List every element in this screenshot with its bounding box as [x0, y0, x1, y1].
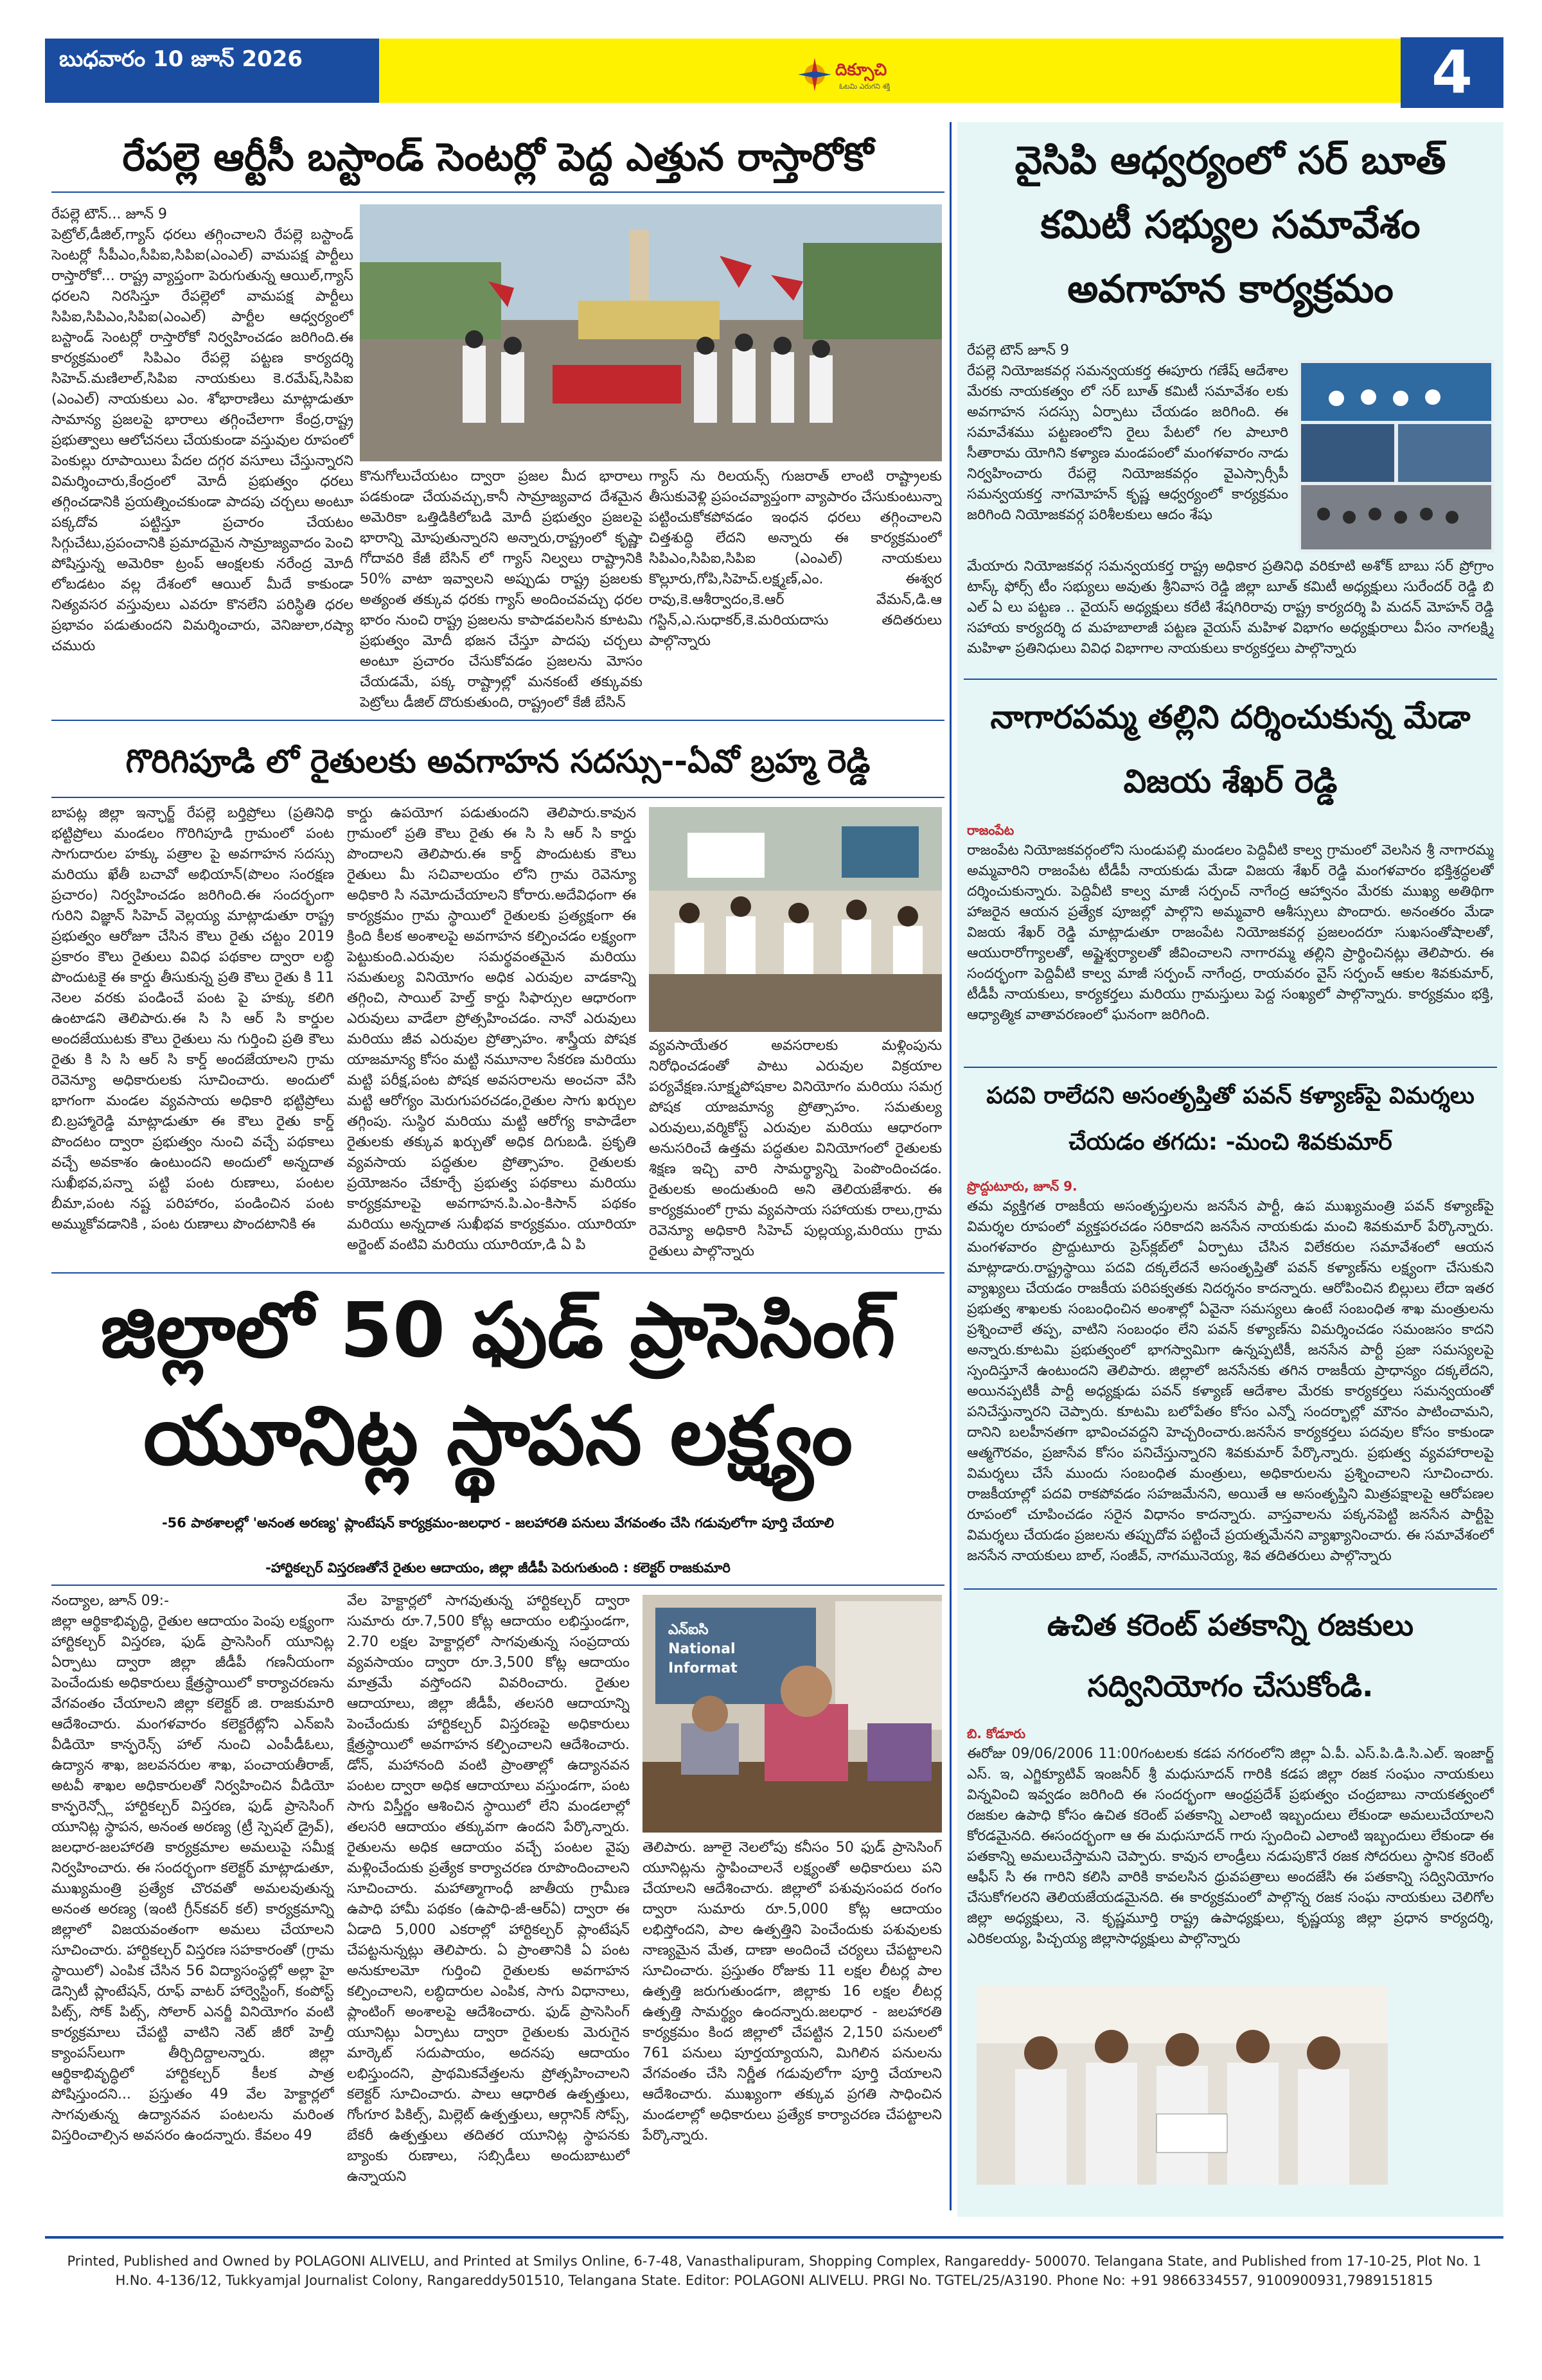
story3-dateline: నంద్యాల, జూన్ 09:- — [51, 1593, 170, 1609]
story3-text-1: జిల్లా ఆర్థికాభివృద్ధి, రైతుల ఆదాయం పెంపు లక్ష్యంగా హార్టికల్చర్ విస్తరణ, ఫుడ్ ప్రాసెసింగ్ యూనిట్ల ఏర్పాటు ద్వారా జిల్లా జీడీపీ గణనీయంగా పెంచేందుకు అధికారులు క్షేత్రస్థాయిలో కార్యాచరణను వేగవంతం చేయాలని జిల్లా కలెక్టర్ జి. రాజకుమారి ఆదేశించారు. మంగళవారం కలెక్టరేట్లోని ఎన్ఐసి వీడియో కాన్ఫరెన్స్ హాల్ నుంచి ఎంపీడీఓలు, ఉద్యాన శాఖ, జలవనరుల శాఖ, పంచాయతీరాజ్, అటవీ శాఖల అధికారులతో నిర్వహించిన వీడియో కాన్ఫరెన్స్లో హార్టికల్చర్ విస్తరణ, ఫుడ్ ప్రాసెసింగ్ యూనిట్ల స్థాపన, అనంత అరణ్య (ట్రీ స్పెషల్ డ్రైవ్), జలధార-జలహారతి కార్యక్రమాల అమలుపై సమీక్ష నిర్వహించారు. ఈ సందర్భంగా కలెక్టర్ మాట్లాడుతూ, ముఖ్యమంత్రి ప్రత్యేక చొరవతో అమలవుతున్న అనంత అరణ్య (ఇంటి గ్రీన్‌కవర్ కల్) కార్యక్రమాన్ని జిల్లాలో విజయవంతంగా అమలు చేయాలని సూచించారు. హార్టికల్చర్ విస్తరణ సహకారంతో (గ్రామ స్థాయిలో) ఎంపిక చేసిన 56 విద్యాసంస్థల్లో అల్లా హై డెన్సిటీ ప్లాంటేషన్, రూఫ్ వాటర్ హార్వెస్టింగ్, కంపోస్ట్ పిట్స్, సోక్ పిట్స్, సోలార్ ఎనర్జీ వినియోగం వంటి కార్యక్రమాలు చేపట్టి వాటిని నెట్ జీరో హెల్తీ క్యాంపస్‌లుగా తీర్చిదిద్దాలన్నారు. జిల్లా ఆర్థికాభివృద్ధిలో హార్టికల్చర్ కీలక పాత్ర పోషిస్తుందని... ప్రస్తుతం 49 వేల హెక్టార్లలో సాగవుతున్న ఉద్యానవన పంటలను మరింత విస్తరించాల్సిన అవసరం ఉందన్నారు. కేవలం 49 — [51, 1613, 334, 2144]
story2-column-3 — [649, 1036, 942, 1266]
story4-text-2: మేయారు నియోజకవర్గ సమన్వయకర్త రాష్ట్ర అధికార ప్రతినిధి వరికూటి అశోక్ బాబు సర్ ప్రోగ్రాం టాస్క్ ఫోర్స్ టీం సభ్యులు అవుతు శ్రీనివాస రెడ్డి జిల్లా బూత్ కమిటీ అధ్యక్షులు సురేందర్ రెడ్డి బి ఎల్ ఏ లు పట్టణ .. వైయస్ అధ్యక్షులు కరేటి శేషగిరిరావు రాష్ట్ర కార్యదర్శి పి మదన్ మోహన్ రెడ్డి సహాయ కార్యదర్శి ద మహబాలాజీ పట్టణ వైయస్ మహిళ విభాగం అధ్యక్షురాలు వీసం నాగలక్ష్మి మహిళా ప్రతినిధులు వివిధ విభాగాల నాయకులు కార్యకర్తలు పాల్గొన్నారు — [967, 558, 1494, 657]
photo-sign-line3: Informat — [668, 1660, 738, 1676]
story2-text-3: వ్యవసాయేతర అవసరాలకు మళ్లింపును నిరోధించడంతో పాటు ఎరువుల విక్రయాల పర్యవేక్షణ.సూక్ష్మపోషకాల వినియోగం మరియు సమగ్ర పోషక యాజమాన్య ప్రోత్సాహం. సమతుల్య ఎరువులు,వర్మికోస్ట్ ఎరువుల మరియు ఆధారంగా అనుసరించే ఉత్తమ పద్ధతుల వినియోగంలో రైతులకు శిక్షణ ఇచ్చి వారి సామర్థ్యాన్ని పెంపొందించడం. రైతులకు అందుతుంది అని తెలియజేశారు. ఈ కార్యక్రమంలో గ్రామ వ్యవసాయ సహాయకు రాలు,గ్రామ రెవెన్యూ అధికారి సిహెచ్ పుల్లయ్య,మరియు గ్రామ రైతులు పాల్గొన్నారు — [649, 1038, 942, 1259]
story3-rule — [51, 1585, 944, 1586]
story4-headline: వైసిపి ఆధ్వర్యంలో సర్ బూత్ కమిటీ సభ్యుల సమావేశం అవగాహన కార్యక్రమం — [1015, 138, 1446, 312]
story5-column — [967, 820, 1494, 1064]
story6-text: తమ వ్యక్తిగత రాజకీయ అసంతృప్తులను జనసేన పార్టీ, ఉప ముఖ్యమంత్రి పవన్ కళ్యాణ్‌పై విమర్శల రూపంలో వ్యక్తపరచడం సరికాదని జనసేన నాయకుడు మంచి శివకుమార్ పేర్కొన్నారు. మంగళవారం ప్రొద్దుటూరు ప్రెస్‌క్లబ్‌లో ఏర్పాటు చేసిన విలేకరుల సమావేశంలో ఆయన మాట్లాడారు.రాష్ట్రస్థాయి పదవి దక్కలేదనే అసంతృప్తితో పవన్ కళ్యాణ్‌ను లక్ష్యంగా చేసుకుని వ్యాఖ్యలు చేయడం రాజకీయ పరిపక్వతకు నిదర్శనం కాదన్నారు. ఆరోపించిన బిల్లులు లేదా ఇతర ప్రభుత్వ శాఖలకు సంబంధించిన అంశాల్లో ఏవైనా సమస్యలు ఉంటే సంబంధిత శాఖ మంత్రులను ప్రశ్నించాలే తప్ప, వాటిని సంబంధం లేని పవన్ కళ్యాణ్‌ను విమర్శించడం సమంజసం కాదని అన్నారు.కూటమి ప్రభుత్వంలో భాగస్వామిగా ఉన్నప్పటికీ, జనసేన పార్టీ ప్రజా సమస్యలపై స్పందిస్తూనే ఉంటుందని తెలిపారు. జిల్లాలో జనసేనకు తగిన రాజకీయ ప్రాధాన్యం దక్కలేదని, అయినప్పటికీ పార్టీ అధ్యక్షుడు పవన్ కళ్యాణ్ ఆదేశాల మేరకు కార్యకర్తలు సమన్వయంతో పనిచేస్తున్నారని చెప్పారు. కూటమి బలోపేతం కోసం ఎన్నో సందర్భాల్లో మౌనం పాటించామని, దానిని బలహీనతగా భావించవద్దని హెచ్చరించారు.జనసేన కార్యకర్తలు పదవుల కోసం కాకుండా ఆత్మగౌరవం, ప్రజాసేవ కోసం పనిచేస్తున్నారని శివకుమార్ పేర్కొన్నారు. ప్రభుత్వ వ్యవహారాలపై విమర్శలు చేసే ముందు సంబంధిత మంత్రులు, అధికారులను ప్రశ్నించాలని సూచించారు. రాజకీయాల్లో పదవి రాకపోవడం సహజమేనని, అయితే ఆ అసంతృప్తిని మిత్రపక్షాలపై ఆరోపణల రూపంలో చూపించడం సరైన విధానం కాదన్నారు. వాస్తవాలను పక్కనపెట్టి జనసేన పార్టీపై విమర్శలు చేయడం ప్రజలను తప్పుదోవ పట్టించే ప్రయత్నమేనని వ్యాఖ్యానించారు. ఈ సమావేశంలో జనసేన నాయకులు బాల్, సంజీవ్, నాగమునెయ్య, శివ తదితరులు పాల్గొన్నారు — [967, 1198, 1494, 1564]
story6-top-rule — [964, 1067, 1497, 1068]
protest-scene-illustration — [360, 204, 942, 461]
story5-top-rule — [964, 679, 1497, 680]
story4-column-wide — [967, 556, 1494, 670]
story2-top-rule — [51, 720, 944, 721]
story2-rule — [51, 797, 944, 798]
meeting-scene-illustration — [649, 807, 942, 1032]
meeting-collage-illustration — [1298, 360, 1494, 553]
story3-headline-line1: జిల్లాలో 50 ఫుడ్ ప్రాసెసింగ్ — [100, 1286, 896, 1374]
story3-top-rule — [51, 1272, 944, 1274]
imprint-line-2: H.No. 4-136/12, Tukkyamjal Journalist Colony, Rangareddy501510, Telangana State. Editor: POLAGONI ALIVELU. PRGI No. TGTEL/25/A3190. Phone No: +91 9866334557, 9100900931,7989151815 — [115, 2273, 1433, 2288]
story2-column-2 — [347, 803, 636, 1266]
logo-name: దిక్సూచి — [835, 60, 887, 80]
story7-headline: ఉచిత కరెంట్ పతకాన్ని రజకులు సద్వినియోగం చేసుకోండి. — [1047, 1608, 1414, 1703]
story1-dateline: రేపల్లె టౌన్... జూన్ 9 — [51, 206, 168, 222]
story6-headline: పదవి రాలేదని అసంతృప్తితో పవన్ కళ్యాణ్‌పై విమర్శలు చేయడం తగదు: -మంచి శివకుమార్ — [986, 1083, 1475, 1155]
story3-subhead-2: -హార్టికల్చర్ విస్తరణతోనే రైతుల ఆదాయం, జిల్లా జీడీపీ పెరుగుతుంది : కలెక్టర్ రాజకుమారి — [265, 1560, 731, 1576]
story2-headline: గొరిగిపూడి లో రైతులకు అవగాహన సదస్సు--ఏవో బ్రహ్మ రెడ్డి — [125, 743, 871, 780]
story3-column-2 — [347, 1591, 630, 2221]
story5-dateline: రాజంపేట — [967, 822, 1015, 838]
memorandum-handover-illustration — [977, 1985, 1388, 2185]
story4-text-1: రేపల్లె నియోజకవర్గ సమన్వయకర్త ఈపూరు గణేష్ ఆదేశాల మేరకు నాయకత్వం లో సర్ బూత్ కమిటీ సమావేశం లకు అవగాహన సదస్సు ఏర్పాటు చేయడం జరిగింది. ఈ సమావేశము పట్టణంలోని రైలు పేటలో గల పాలూరి సీతారామ యోగిని కళ్యాణ మండపంలో మంగళవారం నాడు నిర్వహించారు రేపల్లె నియోజకవర్గం వైఎస్సార్సీపీ సమన్వయకర్త నాగమోహన్ కృష్ణ ఆధ్వర్యంలో కార్యక్రమం జరిగింది నియోజకవర్గ పరిశీలకులు ఆదం శేషు — [967, 363, 1288, 523]
story6-dateline: ప్రొద్దుటూరు, జూన్ 9. — [967, 1178, 1077, 1194]
photo-sign-line1: ఎన్ఐసి — [668, 1622, 709, 1638]
compass-logo-icon — [797, 57, 833, 93]
story4-meeting-photo — [1298, 360, 1494, 553]
story4-dateline: రేపల్లె టౌన్ జూన్ 9 — [967, 342, 1070, 359]
imprint-footer — [45, 2236, 1503, 2313]
imprint-line-1: Printed, Published and Owned by POLAGONI ALIVELU, and Printed at Smilys Online, 6-7-48, Vanasthalipuram, Shopping Complex, Rangareddy- 500070. Telangana State, and Published from 17-10-25, Plot No. 1 — [67, 2253, 1482, 2269]
story1-text-3: గ్యాస్ ను రిలయన్స్ గుజరాత్ లాంటి రాష్ట్రాలకు తీసుకువెళ్లి ప్రపంచవ్యాప్తంగా వ్యాపారం చేసుకుంటున్నా పట్టించుకోకపోవడం ఇంధన ధరలు తగ్గించాలని చిత్తశుద్ధి లేదని అన్నారు ఈ కార్యక్రమంలో సిపిఎం,సిపిఐ,సిపిఐ (ఎంఎల్) నాయకులు కొల్లూరు,గోపి,సిహెచ్.లక్ష్మణ్,ఎం. ఈశ్వర రావు,కె.ఆశీర్వాదం,కె.ఆర్ వేమన్,డి.ఆ గస్టిన్,ఎ.సుధాకర్,కె.మరియదాసు తదితరులు పాల్గొన్నారు — [649, 468, 942, 649]
story3-headline-line2: యూనిట్ల స్థాపన లక్ష్యం — [143, 1389, 853, 1483]
story7-column — [967, 1723, 1494, 1980]
story6-column — [967, 1176, 1494, 1587]
photo-sign-text — [668, 1621, 738, 1678]
story5-text: రాజంపేట నియోజకవర్గంలోని సుండుపల్లి మండలం పెద్దివీటి కాల్వ గ్రామంలో వెలసిన శ్రీ నాగారమ్మ అమ్మవారిని రాజంపేట టీడీపీ నాయకుడు మేడా విజయ శేఖర్ రెడ్డి మంగళవారం భక్తిశ్రద్ధలతో దర్శించుకున్నారు. పెద్దివీటి కాల్వ మాజీ సర్పంచ్ నాగేంద్ర ఆహ్వానం మేరకు ముఖ్య అతిథిగా హాజరైన ఆయన ప్రత్యేక పూజల్లో పాల్గొని అమ్మవారి ఆశీస్సులు పొందారు. అనంతరం మేడా విజయ శేఖర్ రెడ్డి మాట్లాడుతూ రాజంపేట నియోజకవర్గ ప్రజలందరూ సుఖసంతోషాలతో, ఆయురారోగ్యాలతో, అష్టైశ్వర్యాలతో జీవించాలని నాగారమ్మ తల్లిని ప్రార్థించినట్లు తెలిపారు. ఈ సందర్భంగా పెద్దివీటి కాల్వ మాజీ సర్పంచ్ నాగేంద్ర, రాయవరం వైస్ సర్పంచ్ ఆకుల శివకుమార్, టీడీపీ నాయకులు, కార్యకర్తలు మరియు గ్రామస్తులు పెద్ద సంఖ్యలో పాల్గొన్నారు. కార్యక్రమం భక్తి, ఆధ్యాత్మిక వాతావరణంలో ఘనంగా జరిగింది. — [967, 842, 1494, 1023]
story1-rule — [51, 191, 944, 193]
story3-subhead-1: -56 పాఠశాలల్లో 'అనంత అరణ్య' ప్లాంటేషన్ కార్యక్రమం-జలధార - జలహారతి పనులు వేగవంతం చేసి గడువులోగా పూర్తి చేయాలి — [161, 1515, 835, 1531]
story1-protest-photo — [360, 204, 942, 461]
column-divider — [950, 122, 952, 2210]
story3-collector-photo — [642, 1595, 942, 1833]
story7-memorandum-photo — [977, 1985, 1388, 2185]
story7-top-rule — [964, 1588, 1497, 1590]
story7-dateline: బి. కోడూరు — [967, 1726, 1026, 1741]
story4-column — [967, 341, 1288, 553]
story2-column-1 — [51, 803, 334, 1266]
story1-column-2 — [360, 466, 642, 770]
story2-text-1: బాపట్ల జిల్లా ఇన్ఛార్జ్ రేపల్లె బర్తిప్రోలు (ప్రతినిధి భట్టిప్రోలు మండలం గొరిగిపూడి గ్రామంలో పంట సాగుదారుల హక్కు పత్రాల పై అవగాహన సదస్సు మరియు ఖేతీ బచావో అభియాన్(పొలం సంరక్షణ ప్రచారం) నిర్వహించడం జరిగింది.ఈ సందర్భంగా గురిని విజ్ఞాన్ సిహెచ్ వెల్లయ్య మాట్లాడుతూ రాష్ట్ర ప్రభుత్వం ఆరోజూ చేసిన కౌలు రైతు చట్టం 2019 ప్రకారం కౌలు రైతులు వివిధ పథకాల ద్వారా లబ్ధి పొందుటకై ఈ కార్డు తీసుకున్న ప్రతి కౌలు రైతు కి 11 నెలల వరకు పండించే పంట పై హక్కు కలిగి ఉంటాడని తెలిపారు.ఈ సి సి ఆర్ సి కార్డుల అందజేయుటకు కౌలు రైతులు ను గుర్తించి ప్రతి కౌలు రైతు కి సి సి ఆర్ సి కార్డ్ అందజేయాలని గ్రామ రెవెన్యూ అధికారులకు సూచించారు. అందులో భాగంగా మండల వ్యవసాయ అధికారి భట్టిప్రోలు బి.బ్రహ్మారెడ్డి మాట్లాడుతూ ఈ కౌలు రైతు కార్డ్ పొందటం ద్వారా ప్రభుత్వం నుంచి వచ్చే పథకాలు వచ్చే అవకాశం ఉంటుందని అందులో అన్నదాత సుఖీభవ,పన్నా పట్టి పంట రుణాలు, పంటల బీమా,పంట నష్ట పరిహారం, పండించిన పంట అమ్ముకోవడానికి , పంట రుణాలు పొందటానికి ఈ — [51, 805, 334, 1232]
story2-text-2: కార్డు ఉపయోగ పడుతుందని తెలిపారు.కావున గ్రామంలో ప్రతి కౌలు రైతు ఈ సి సి ఆర్ సి కార్డు పొందాలని తెలిపారు.ఈ కార్డ్ పొందుటకు కౌలు రైతులు మీ సచివాలయం లోని గ్రామ రెవెన్యూ అధికారి సి నమోదుచేయాలని కోరారు.అదేవిధంగా ఈ కార్యక్రమం గ్రామ స్థాయిలో రైతులకు ప్రత్యక్షంగా ఈ క్రింది కీలక అంశాలపై అవగాహన కల్పించడం లక్ష్యంగా పెట్టుకుంది.ఎరువుల సమర్థవంతమైన మరియు సమతుల్య వినియోగం అధిక ఎరువుల వాడకాన్ని తగ్గించి, సాయిల్ హెల్త్ కార్డు సిఫార్సుల ఆధారంగా ఎరువులు వాడేలా ప్రోత్సహించడం. నానో ఎరువులు మరియు జీవ ఎరువుల ప్రోత్సాహం. శాస్త్రీయ పోషక యాజమాన్య కోసం మట్టి నమూనాల సేకరణ మరియు మట్టి పరీక్ష,పంట పోషక అవసరాలను అంచనా వేసి మట్టి ఆరోగ్యం మెరుగుపరచడం,రైతుల సాగు ఖర్చుల తగ్గింపు. సుస్థిర మరియు మట్టి ఆరోగ్య కాపాడేలా రైతులకు తక్కువ ఖర్చుతో అధిక దిగుబడి. ప్రకృతి వ్యవసాయ పద్ధతుల ప్రోత్సాహం. రైతులకు ప్రయోజనం చేకూర్చే ప్రభుత్వ పథకాలు మరియు కార్యక్రమాలపై అవగాహన.పి.ఎం-కిసాన్ పథకం మరియు అన్నదాత సుఖీభవ కార్యక్రమం. యూరియా అర్జెంట్ వంటివి మరియు యూరియా,డి ఏ పి — [347, 805, 636, 1253]
story1-column-1 — [51, 204, 353, 770]
logo-tagline: ఓటమి ఎరుగని శక్తి — [839, 82, 891, 91]
story1-column-3 — [649, 466, 942, 770]
story3-text-3: తెలిపారు. జూలై నెలలోపు కనీసం 50 ఫుడ్ ప్రాసెసింగ్ యూనిట్లను స్థాపించాలనే లక్ష్యంతో అధికారులు పని చేయాలని ఆదేశించారు. జిల్లాలో పశువుసంపద రంగం ద్వారా సుమారు రూ.5,000 కోట్ల ఆదాయం లభిస్తోందని, పాల ఉత్పత్తిని పెంచేందుకు పశువులకు నాణ్యమైన మేత, దాణా అందించే చర్యలు చేపట్టాలని సూచించారు. ప్రస్తుతం రోజుకు 11 లక్షల లీటర్ల పాల ఉత్పత్తి జరుగుతుండగా, జిల్లాకు 16 లక్షల లీటర్ల ఉత్పత్తి సామర్థ్యం ఉందన్నారు.జలధార - జలహారతి కార్యక్రమం కింద జిల్లాలో చేపట్టిన 2,150 పనులలో 761 పనులు పూర్తయ్యాయని, మిగిలిన పనులను వేగవంతం చేసి నిర్ణీత గడువులోగా పూర్తి చేయాలని ఆదేశించారు. ముఖ్యంగా తక్కువ ప్రగతి సాధించిన మండలాల్లో అధికారులు ప్రత్యేక కార్యాచరణ చేపట్టాలని పేర్కొన్నారు. — [642, 1840, 942, 2144]
story1-text-2: కొనుగోలుచేయటం ద్వారా ప్రజల మీద భారాలు పడకుండా చేయవచ్చు,కానీ సామ్రాజ్యవాద దేశమైన అమెరికా ఒత్తిడికిలోబడి మోదీ ప్రభుత్వం ప్రజలపై భారాన్ని మోపుతున్నారని అన్నారు,రాష్ట్రంలో కృష్ణా గోదావరి కేజీ బేసిన్ లో గ్యాస్ నిల్వలు రాష్ట్రానికి 50% వాటా ఇవ్వాలని అప్పుడు రాష్ట్ర ప్రజలకు అత్యంత తక్కువ ధరకు గ్యాస్ అందించవచ్చు ధరల భారం నుంచి రాష్ట్ర ప్రజలను కాపాడవలసిన కూటమి ప్రభుత్వం మోదీ భజన చేస్తూ పాదపు చర్చలు అంటూ ప్రచారం చేసుకోవడం ప్రజలను మోసం చేయడమే, పక్క రాష్ట్రాల్లో మనకంటే తక్కువకు పెట్రోలు డీజిల్ దొరుకుతుంది, రాష్ట్రంలో కేజీ బేసిన్ — [360, 468, 642, 711]
story2-meeting-photo — [649, 807, 942, 1032]
masthead-date: బుధవారం 10 జూన్ 2026 — [45, 39, 379, 103]
page-number: 4 — [1401, 37, 1503, 108]
masthead-logo — [797, 49, 925, 100]
story3-text-2: వేల హెక్టార్లలో సాగవుతున్న హార్టికల్చర్ ద్వారా సుమారు రూ.7,500 కోట్ల ఆదాయం లభిస్తుండగా, 2.70 లక్షల హెక్టార్లలో సాగవుతున్న సంప్రదాయ వ్యవసాయం ద్వారా రూ.3,500 కోట్ల ఆదాయం మాత్రమే వస్తోందని వివరించారు. రైతుల ఆదాయాలు, జిల్లా జీడీపీ, తలసరి ఆదాయాన్ని పెంచేందుకు హార్టికల్చర్ విస్తరణపై అధికారులు క్షేత్రస్థాయిలో అవగాహన కల్పించాలని ఆదేశించారు. డోన్, మహానంది వంటి ప్రాంతాల్లో ఉద్యానవన పంటల ద్వారా అధిక ఆదాయాలు వస్తుండగా, పంట సాగు విస్తీర్ణం ఆశించిన స్థాయిలో లేని మండలాల్లో తలసరి ఆదాయం తక్కువగా ఉందని పేర్కొన్నారు. రైతులను అధిక ఆదాయం వచ్చే పంటల వైపు మళ్లించేందుకు ప్రత్యేక కార్యాచరణ రూపొందించాలని సూచించారు. మహాత్మాగాంధీ జాతీయ గ్రామీణ ఉపాధి హామీ పథకం (ఉపాధి-జీ-ఆర్ఏ) ద్వారా ఈ ఏడాది 5,000 ఎకరాల్లో హార్టికల్చర్ ప్లాంటేషన్ చేపట్టనున్నట్లు తెలిపారు. ఏ ప్రాంతానికి ఏ పంట అనుకూలమో గుర్తించి రైతులకు అవగాహన కల్పించాలని, లబ్ధిదారుల ఎంపిక, సాగు విధానాలు, ప్లాంటింగ్ అంశాలపై ఆదేశించారు. ఫుడ్ ప్రాసెసింగ్ యూనిట్లు ఏర్పాటు ద్వారా రైతులకు మెరుగైన మార్కెట్ సదుపాయం, అదనపు ఆదాయం లభిస్తుందని, ప్రాథమికవేత్తలను ప్రోత్సహించాలని కలెక్టర్ సూచించారు. పాలు ఆధారిత ఉత్పత్తులు, గోంగూర పికిల్స్, మిల్లెట్ ఉత్పత్తులు, ఆర్గానిక్ సోప్స్, బేకరీ ఉత్పత్తులు తదితర యూనిట్ల స్థాపనకు బ్యాంకు రుణాలు, సబ్సిడీలు అందుబాటులో ఉన్నాయని — [347, 1593, 630, 2185]
story1-text-1: పెట్రోల్,డీజిల్,గ్యాస్ ధరలు తగ్గించాలని రేపల్లె బస్టాండ్ సెంటర్లో సీపీఎం,సీపిఐ,సిపిఐ(ఎంఎల్) వామపక్ష పార్టీలు రాస్తారోకో... రాష్ట్ర వ్యాప్తంగా పెరుగుతున్న ఆయిల్,గ్యాస్ ధరలని నిరసిస్తూ రేపల్లెలో వామపక్ష పార్టీలు సిపిఐ,సిపిఎం,సిపిఐ(ఎంఎల్) పార్టీల ఆధ్వర్యంలో బస్టాండ్ సెంటర్లో రాస్తారోకో నిర్వహించడం జరిగింది.ఈ కార్యక్రమంలో సిపిఎం రేపల్లె పట్టణ కార్యదర్శి సిహెచ్.మణిలాల్,సిపిఐ నాయకులు కె.రమేష్,సిపిఐ (ఎంఎల్) నాయకులు ఎం. శోభారాణిలు మాట్లాడుతూ సామాన్య ప్రజలపై భారాలు తగ్గించేలాగా కేంద్ర,రాష్ట్ర ప్రభుత్వాలు ఆలోచనలు చేయకుండా వస్తువుల రూపంలో పెంకుల్లు రూపాయిలు పేదల దగ్గర వసూలు చేస్తున్నారని విమర్శించారు,కేంద్రంలో మోదీ ప్రభుత్వం ధరలు తగ్గించడానికి ప్రయత్నించకుండా పాదపు చర్చలు అంటూ పక్కదోవ పట్టిస్తూ ప్రచారం చేయటం సిగ్గుచేటు,ప్రపంచానికి ప్రమాదమైన సామ్రాజ్యవాదం పెంచి పోషిస్తున్న అమెరికా ట్రంప్ ఆంక్షలకు నరేంద్ర మోదీ లోబడటం వల్ల దేశంలో ఆయిల్ మీదే కాకుండా నిత్యవసర వస్తువులు ఎవరూ కొనలేని పరిస్థితి ధరల ప్రభావం పడుతుందని విమర్శించారు, వెనిజులా,రష్యా చమురు — [51, 227, 353, 654]
story3-column-3 — [642, 1838, 942, 2221]
photo-sign-line2: National — [668, 1641, 736, 1657]
story3-column-1 — [51, 1591, 334, 2221]
story5-headline: నాగారపమ్మ తల్లిని దర్శించుకున్న మేడా విజయ శేఖర్ రెడ్డి — [990, 698, 1471, 800]
story1-headline: రేపల్లె ఆర్టీసీ బస్టాండ్ సెంటర్లో పెద్ద ఎత్తున రాస్తారోకో — [122, 135, 874, 180]
story7-text: ఈరోజు 09/06/2006 11:00గంటలకు కడప నగరంలోని జిల్లా ఏ.పీ. ఎస్.పి.డి.సి.ఎల్. ఇంజార్జ్ ఎస్. ఇ, ఎగ్జిక్యూటివ్ ఇంజనీర్ శ్రీ మధుసూదన్ గారికి కడప జిల్లా రజక సంఘం నాయకులు విన్నవించి ఇవ్వడం జరిగింది ఈ సందర్భంగా ఆంధ్రప్రదేశ్ ప్రభుత్వం చంద్రబాబు నాయకత్వంలో రజకుల ఉపాధి కోసం ఉచిత కరెంట్ పతకాన్ని ఎలాంటి ఇబ్బందులు లేకుండా అమలుచేయాలని కోరడమైనది. ఈసందర్భంగా ఆ ఈ మధుసూదన్ గారు స్పందించి ఎలాంటి ఇబ్బందులు లేకుండా ఈ పతకాన్ని అమలుచేస్తామని చెప్పారు. కావున లాండ్రీలు నడుపుకొనే రజక సోదరులు స్థానిక కరెంట్ ఆఫీస్ సి ఈ గారిని కలిసి వారికి కావలసిన ధ్రువపత్రాలు అందజేసి ఈ పతకాన్ని సద్వినియోగం చేసుకోగలరని తెలియజేయడమైనది. ఈ కార్యక్రమంలో పాల్గొన్న రజక సంఘ నాయకులు చెలిగోల జిల్లా అధ్యక్షులు, నె. కృష్ణమూర్తి రాష్ట్ర ఉపాధ్యక్షులు, కృష్ణయ్య జిల్లా ప్రధాన కార్యదర్శి, ఎరికలయ్య, పిచ్చయ్య జిల్లాసాధ్యక్షులు పాల్గొన్నారు — [967, 1746, 1494, 1947]
